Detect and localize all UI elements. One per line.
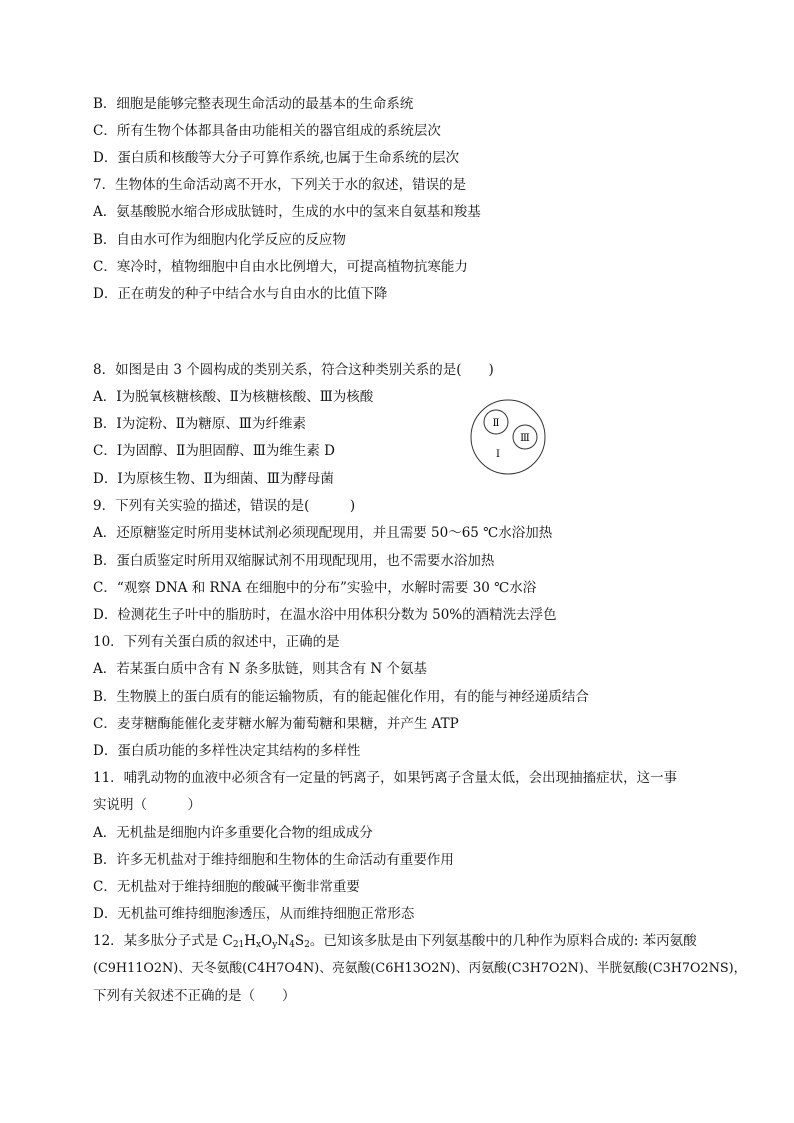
option-11d: D．无机盐可维持细胞渗透压，从而维持细胞正常形态: [93, 906, 415, 922]
option-7d: D．正在萌发的种子中结合水与自由水的比值下降: [93, 286, 388, 302]
option-8b: B．Ⅰ为淀粉、Ⅱ为糖原、Ⅲ为纤维素: [93, 416, 306, 432]
option-6c: C．所有生物个体都具备由功能相关的器官组成的系统层次: [93, 123, 441, 139]
q12-sub-2: x: [256, 940, 262, 950]
option-7b: B．自由水可作为细胞内化学反应的反应物: [93, 232, 346, 248]
option-9d: D．检测花生子叶中的脂肪时，在温水浴中用体积分数为 50%的酒精洗去浮色: [93, 607, 557, 623]
q12-text-a: 12．某多肽分子式是 C: [93, 933, 233, 949]
option-11c: C．无机盐对于维持细胞的酸碱平衡非常重要: [93, 879, 360, 895]
question-10: 10．下列有关蛋白质的叙述中，正确的是: [93, 634, 340, 650]
option-9c: C．“观察 DNA 和 RNA 在细胞中的分布”实验中，水解时需要 30 ℃水浴: [93, 580, 537, 596]
q12-text-c: O: [261, 933, 273, 949]
option-8d: D．Ⅰ为原核生物、Ⅱ为细菌、Ⅲ为酵母菌: [93, 471, 334, 487]
option-9b: B．蛋白质鉴定时所用双缩脲试剂不用现配现用，也不需要水浴加热: [93, 553, 495, 569]
question-11: 11．哺乳动物的血液中必须含有一定量的钙离子，如果钙离子含量太低，会出现抽搐症状，这一事: [93, 770, 678, 786]
question-9: 9．下列有关实验的描述，错误的是( ): [93, 498, 356, 514]
circle-outer: [471, 400, 545, 474]
option-7c: C．寒冷时，植物细胞中自由水比例增大，可提高植物抗寒能力: [93, 259, 468, 275]
q12-sub-5: 2: [304, 940, 310, 950]
option-6d: D．蛋白质和核酸等大分子可算作系统,也属于生命系统的层次: [93, 150, 460, 166]
question-12-amino-acids: (C9H11O2N)、天冬氨酸(C4H7O4N)、亮氨酸(C6H13O2N)、丙氨酸(C3H7O2N)、半胱氨酸(C3H7O2NS)，: [93, 961, 747, 976]
option-8c: C．Ⅰ为固醇、Ⅱ为胆固醇、Ⅲ为维生素 D: [93, 443, 335, 459]
label-inner-a: Ⅱ: [492, 418, 500, 429]
option-10a: A．若某蛋白质中含有 N 条多肽链，则其含有 N 个氨基: [93, 661, 428, 677]
label-inner-b: Ⅲ: [520, 433, 530, 444]
circle-diagram: [468, 397, 548, 477]
option-11a: A．无机盐是细胞内许多重要化合物的组成成分: [93, 825, 373, 841]
question-7: 7．生物体的生命活动离不开水，下列关于水的叙述，错误的是: [93, 177, 467, 193]
option-6b: B．细胞是能够完整表现生命活动的最基本的生命系统: [93, 96, 414, 112]
option-10b: B．生物膜上的蛋白质有的能运输物质，有的能起催化作用，有的能与神经递质结合: [93, 689, 589, 705]
option-11b: B．许多无机盐对于维持细胞和生物体的生命活动有重要作用: [93, 852, 454, 868]
question-12: [93, 932, 697, 954]
option-7a: A．氨基酸脱水缩合形成肽链时，生成的水中的氢来自氨基和羧基: [93, 204, 481, 220]
q12-text-b: H: [244, 933, 257, 949]
q12-text-f: 。已知该多肽是由下列氨基酸中的几种作为原料合成的: 苯丙氨酸: [309, 933, 697, 949]
option-8a: A．Ⅰ为脱氧核糖核酸、Ⅱ为核糖核酸、Ⅲ为核酸: [93, 389, 374, 405]
q12-text-e: S: [294, 933, 305, 949]
option-10c: C．麦芽糖酶能催化麦芽糖水解为葡萄糖和果糖，并产生 ATP: [93, 716, 459, 732]
option-9a: A．还原糖鉴定时所用斐林试剂必须现配现用，并且需要 50～65 ℃水浴加热: [93, 525, 553, 541]
question-11-cont: 实说明（ ）: [93, 797, 201, 813]
q12-sub-1: 21: [232, 940, 245, 950]
q12-text-d: N: [277, 933, 290, 949]
question-12-prompt: 下列有关叙述不正确的是（ ）: [93, 988, 296, 1004]
q12-sub-3: y: [272, 940, 278, 950]
label-outer: Ⅰ: [496, 449, 500, 460]
option-10d: D．蛋白质功能的多样性决定其结构的多样性: [93, 743, 361, 759]
q12-sub-4: 4: [289, 940, 295, 950]
question-8: 8．如图是由 3 个圆构成的类别关系，符合这种类别关系的是( ): [93, 362, 494, 378]
